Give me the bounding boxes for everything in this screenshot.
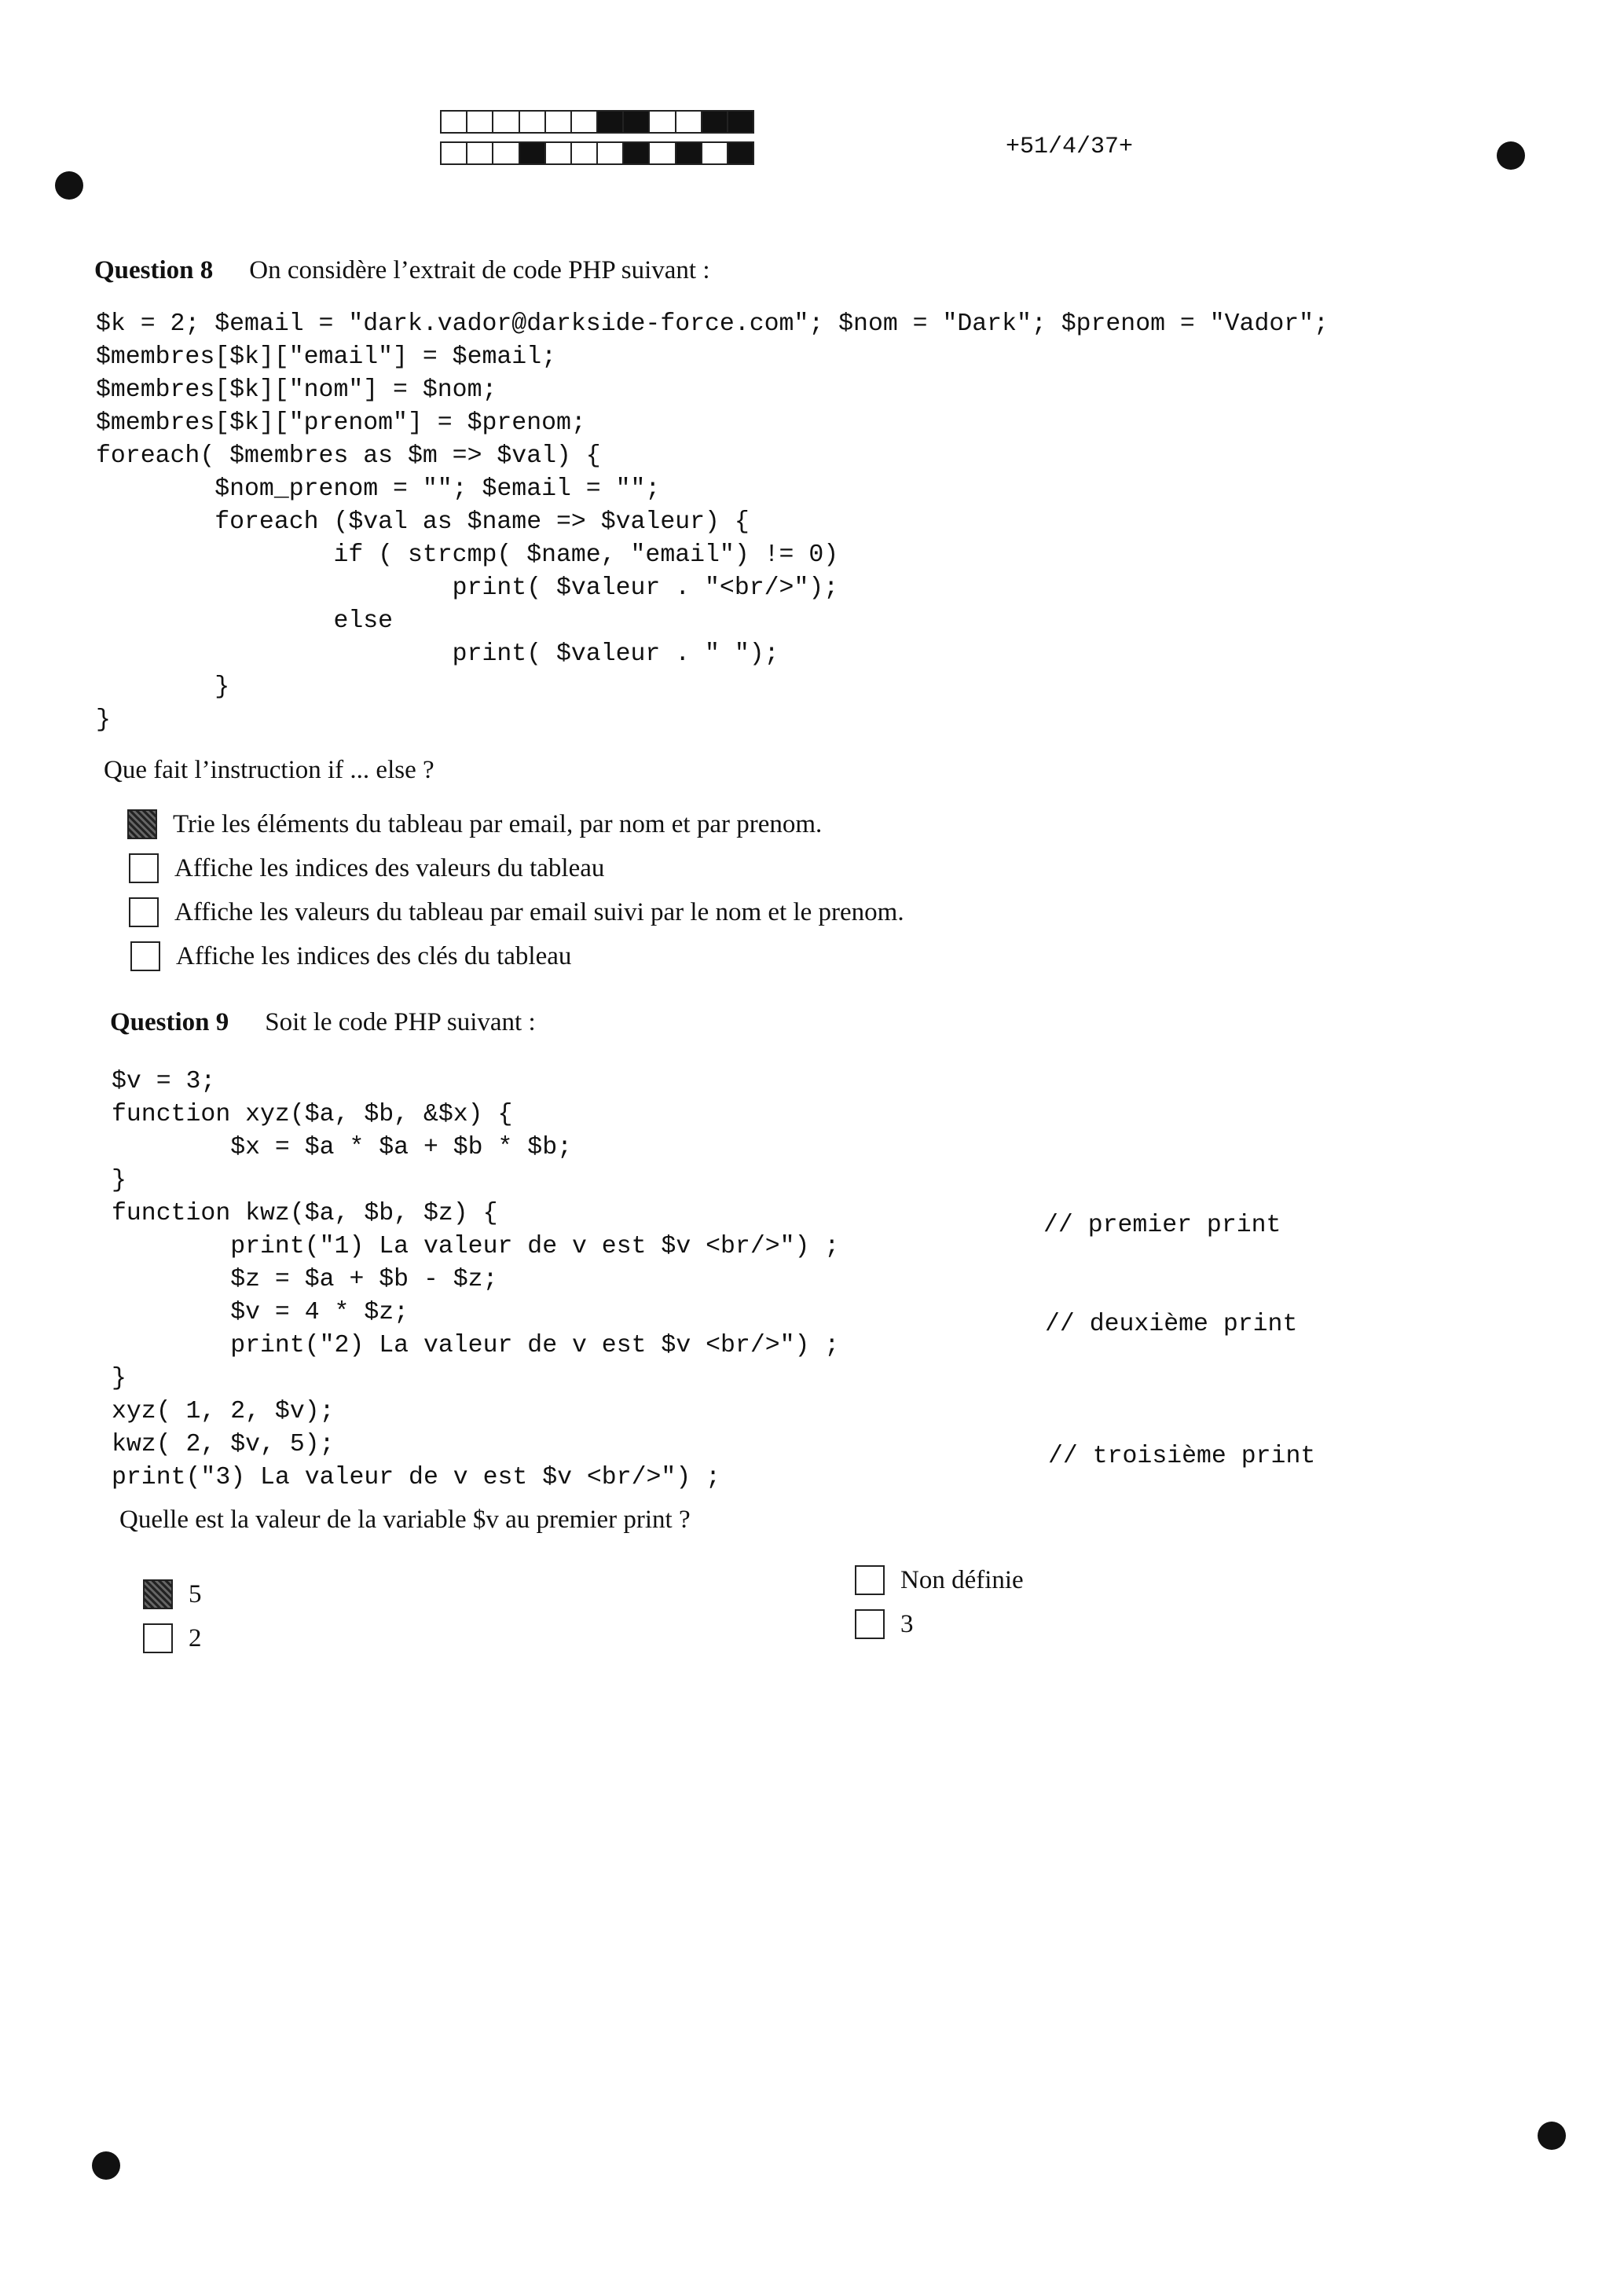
barcode-cell [546, 112, 572, 132]
barcode-cell [598, 143, 624, 163]
q9-option-5-checkbox[interactable] [143, 1579, 173, 1609]
q8-option-3[interactable] [129, 897, 904, 927]
q8-option-4-label: Affiche les indices des clés du tableau [176, 941, 572, 970]
question-8-code: $k = 2; $email = "dark.vador@darkside-force.com"; $nom = "Dark"; $prenom = "Vador"; $membres[$k]["email"] = $email; $membres[$k]["nom"] = $nom; $membres[$k]["prenom"] = $prenom; foreach( $membres as $m => $val) { $nom_prenom = ""; $email = ""; foreach ($val as $name => $valeur) { if ( strcmp( $name, "email") != 0) print( $valeur . "<br/>"); else print( $valeur . " "); } } [96, 310, 1329, 734]
registration-mark-top-left [55, 171, 83, 200]
registration-mark-bottom-left [92, 2151, 120, 2180]
barcode-cell [493, 112, 519, 132]
barcode-cell [676, 143, 702, 163]
q9-option-2[interactable] [143, 1623, 202, 1653]
q9-option-3-checkbox[interactable] [855, 1609, 885, 1639]
barcode-cell [624, 143, 650, 163]
q9-option-5-label: 5 [189, 1579, 202, 1608]
q8-option-2[interactable] [129, 853, 604, 883]
barcode-row-2 [440, 141, 754, 165]
barcode-cell [467, 143, 493, 163]
question-8-intro: On considère l’extrait de code PHP suivant : [249, 256, 710, 284]
registration-mark-top-right [1497, 141, 1525, 170]
barcode-cell [702, 143, 728, 163]
q9-option-2-label: 2 [189, 1623, 202, 1652]
question-8-header [94, 256, 710, 285]
question-9-prompt: Quelle est la valeur de la variable $v au premier print ? [119, 1506, 691, 1534]
barcode-cell [650, 112, 676, 132]
q9-option-non-definie[interactable] [855, 1565, 1024, 1595]
barcode-cell [598, 112, 624, 132]
barcode-cell [493, 143, 519, 163]
barcode-cell [546, 143, 572, 163]
comment-deuxieme-print: // deuxième print [1045, 1311, 1298, 1338]
barcode-cell [676, 112, 702, 132]
question-9-code: $v = 3; function xyz($a, $b, &$x) { $x = $a * $a + $b * $b; } function kwz($a, $b, $z) { print("1) La valeur de v est $v <br/>") ; $z = $a + $b - $z; $v = 4 * $z; print("2) La valeur de v est $v <br/>") ; } xyz( 1, 2, $v); kwz( 2, $v, 5); print("3) La valeur de v est $v <br/>") ; [112, 1068, 840, 1491]
barcode-cell [728, 112, 753, 132]
barcode-row-1 [440, 110, 754, 134]
question-8-prompt: Que fait l’instruction if ... else ? [104, 756, 434, 784]
question-9-number: Question 9 [110, 1008, 229, 1036]
question-9-header [110, 1008, 536, 1037]
q9-option-3[interactable] [855, 1609, 914, 1639]
barcode-cell [572, 112, 598, 132]
page-id: +51/4/37+ [1006, 134, 1134, 160]
q8-option-1[interactable] [127, 809, 822, 839]
comment-troisieme-print: // troisième print [1048, 1443, 1316, 1470]
barcode-cell [520, 112, 546, 132]
barcode-cell [624, 112, 650, 132]
q9-option-2-checkbox[interactable] [143, 1623, 173, 1653]
barcode-cell [442, 143, 467, 163]
q9-option-3-label: 3 [900, 1609, 914, 1638]
q8-option-3-label: Affiche les valeurs du tableau par email suivi par le nom et le prenom. [174, 897, 904, 926]
q8-option-4[interactable] [130, 941, 571, 971]
barcode-cell [467, 112, 493, 132]
q8-option-1-checkbox[interactable] [127, 809, 157, 839]
barcode-cell [728, 143, 753, 163]
q9-option-non-definie-checkbox[interactable] [855, 1565, 885, 1595]
q8-option-4-checkbox[interactable] [130, 941, 160, 971]
q9-option-non-definie-label: Non définie [900, 1565, 1024, 1594]
barcode-cell [702, 112, 728, 132]
comment-premier-print: // premier print [1043, 1212, 1281, 1239]
barcode-cell [650, 143, 676, 163]
q8-option-3-checkbox[interactable] [129, 897, 159, 927]
registration-mark-bottom-right [1538, 2122, 1566, 2150]
question-8-number: Question 8 [94, 256, 214, 284]
barcode-cell [442, 112, 467, 132]
q8-option-2-label: Affiche les indices des valeurs du tableau [174, 853, 605, 882]
question-9-intro: Soit le code PHP suivant : [265, 1008, 536, 1036]
q8-option-1-label: Trie les éléments du tableau par email, par nom et par prenom. [173, 809, 823, 838]
barcode-cell [520, 143, 546, 163]
barcode-cell [572, 143, 598, 163]
q8-option-2-checkbox[interactable] [129, 853, 159, 883]
q9-option-5[interactable] [143, 1579, 202, 1609]
